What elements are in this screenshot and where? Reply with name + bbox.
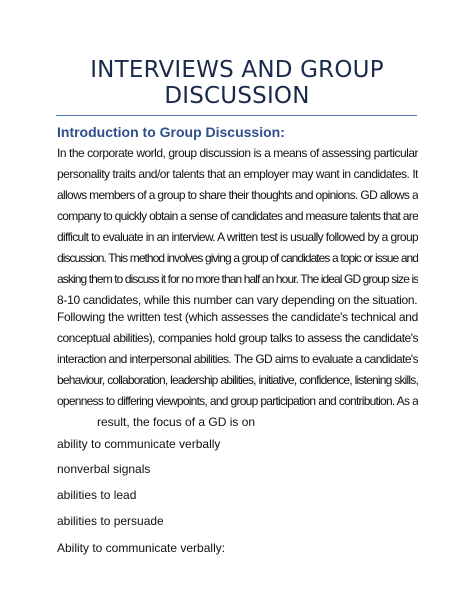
paragraph-gd-purpose — [57, 307, 418, 433]
paragraph-intro — [57, 143, 418, 311]
paragraph-line: personality traits and/or talents that an employer may want in candidates. It — [57, 167, 418, 181]
paragraph-line: difficult to evaluate in an interview. A written test is usually followed by a group — [57, 230, 418, 244]
title-divider — [56, 115, 417, 116]
paragraph-line: In the corporate world, group discussion is a means of assessing particular — [57, 146, 418, 160]
focus-item-persuasion: abilities to persuade — [57, 514, 164, 528]
document-title-line-2: DISCUSSION — [164, 83, 310, 109]
subheading-verbal-communication: Ability to communicate verbally: — [57, 541, 226, 555]
focus-item-verbal-communication: ability to communicate verbally — [57, 437, 221, 451]
section-heading: Introduction to Group Discussion: — [57, 124, 285, 140]
paragraph-line: company to quickly obtain a sense of candidates and measure talents that are — [57, 209, 418, 223]
document-title-line-1: INTERVIEWS AND GROUP — [90, 57, 384, 83]
paragraph-line: asking them to discuss it for no more than half an hour. The ideal GD group size is — [57, 272, 418, 286]
paragraph-line: 8-10 candidates, while this number can vary depending on the situation. — [57, 293, 418, 307]
paragraph-line: allows members of a group to share their thoughts and opinions. GD allows a — [57, 188, 418, 202]
paragraph-line: behaviour, collaboration, leadership abilities, initiative, confidence, listening skills, — [57, 373, 418, 387]
paragraph-line: openness to differing viewpoints, and group participation and contribution. As a — [57, 394, 418, 408]
focus-item-nonverbal-signals: nonverbal signals — [57, 462, 151, 476]
paragraph-line: interaction and interpersonal abilities. The GD aims to evaluate a candidate's — [57, 352, 418, 366]
paragraph-line: result, the focus of a GD is on — [97, 415, 256, 429]
paragraph-line: discussion. This method involves giving a group of candidates a topic or issue and — [57, 251, 418, 265]
paragraph-line: conceptual abilities), companies hold group talks to assess the candidate's — [57, 331, 418, 345]
focus-item-leadership: abilities to lead — [57, 488, 137, 502]
paragraph-line: Following the written test (which assesses the candidate's technical and — [57, 310, 418, 324]
